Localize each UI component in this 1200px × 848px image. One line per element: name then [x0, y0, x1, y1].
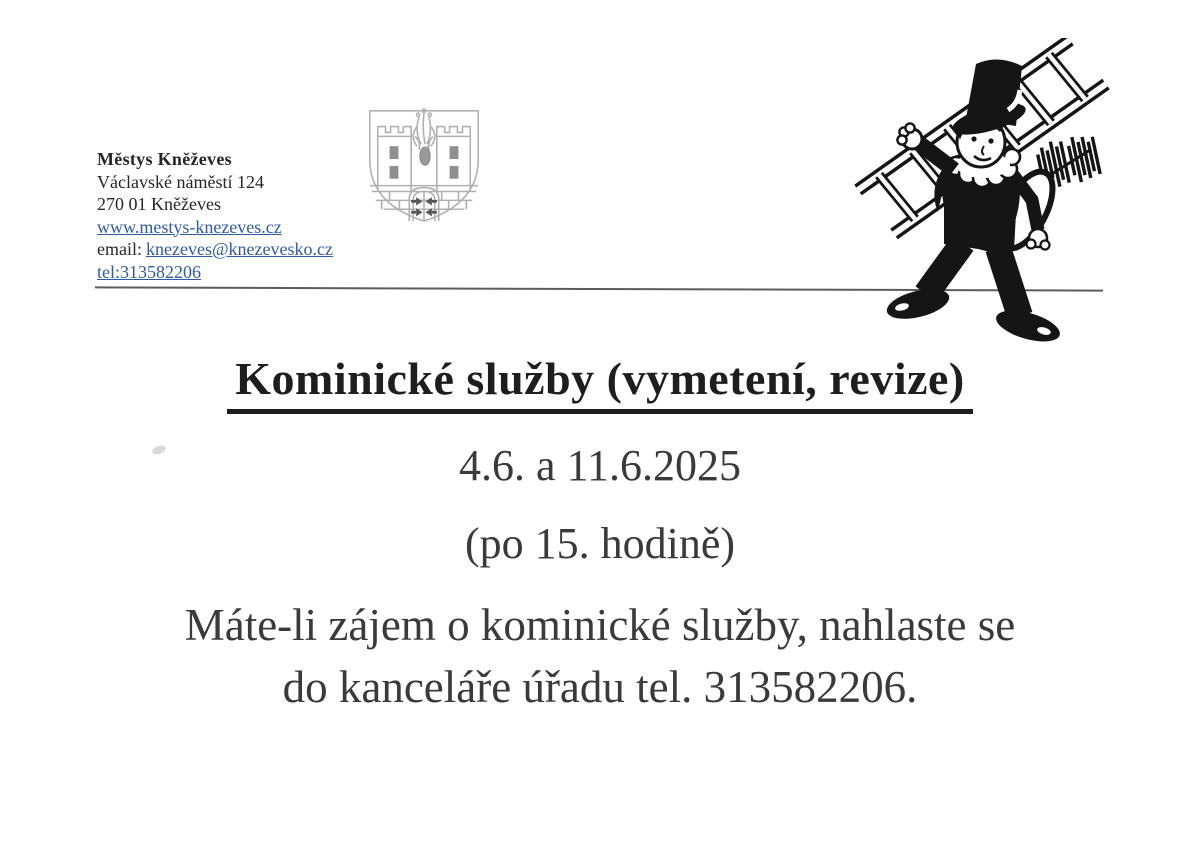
notice-title: Kominické služby (vymetení, revize) — [227, 352, 973, 414]
phone-link[interactable]: tel:313582206 — [97, 261, 201, 282]
email-link[interactable]: knezeves@knezevesko.cz — [145, 239, 333, 259]
sender-contact-block — [97, 148, 333, 283]
email-label: email: — [97, 239, 142, 259]
sender-city: 270 01 Kněževes — [97, 194, 221, 214]
notice-time-note: (po 15. hodině) — [464, 519, 736, 568]
notice-body — [0, 352, 1200, 718]
notice-instructions — [0, 594, 1200, 718]
website-link[interactable]: www.mestys-knezeves.cz — [97, 216, 282, 237]
sender-street: Václavské náměstí 124 — [97, 171, 264, 192]
notice-dates: 4.6. a 11.6.2025 — [459, 441, 741, 490]
chimney-sweep-icon — [848, 38, 1182, 350]
notice-instructions-line1: Máte-li zájem o kominické služby, nahlaste se — [184, 600, 1016, 650]
sender-name: Městys Kněževes — [97, 149, 232, 169]
notice-instructions-line2: do kanceláře úřadu tel. 313582206. — [282, 662, 918, 712]
coat-of-arms-icon — [360, 96, 488, 226]
